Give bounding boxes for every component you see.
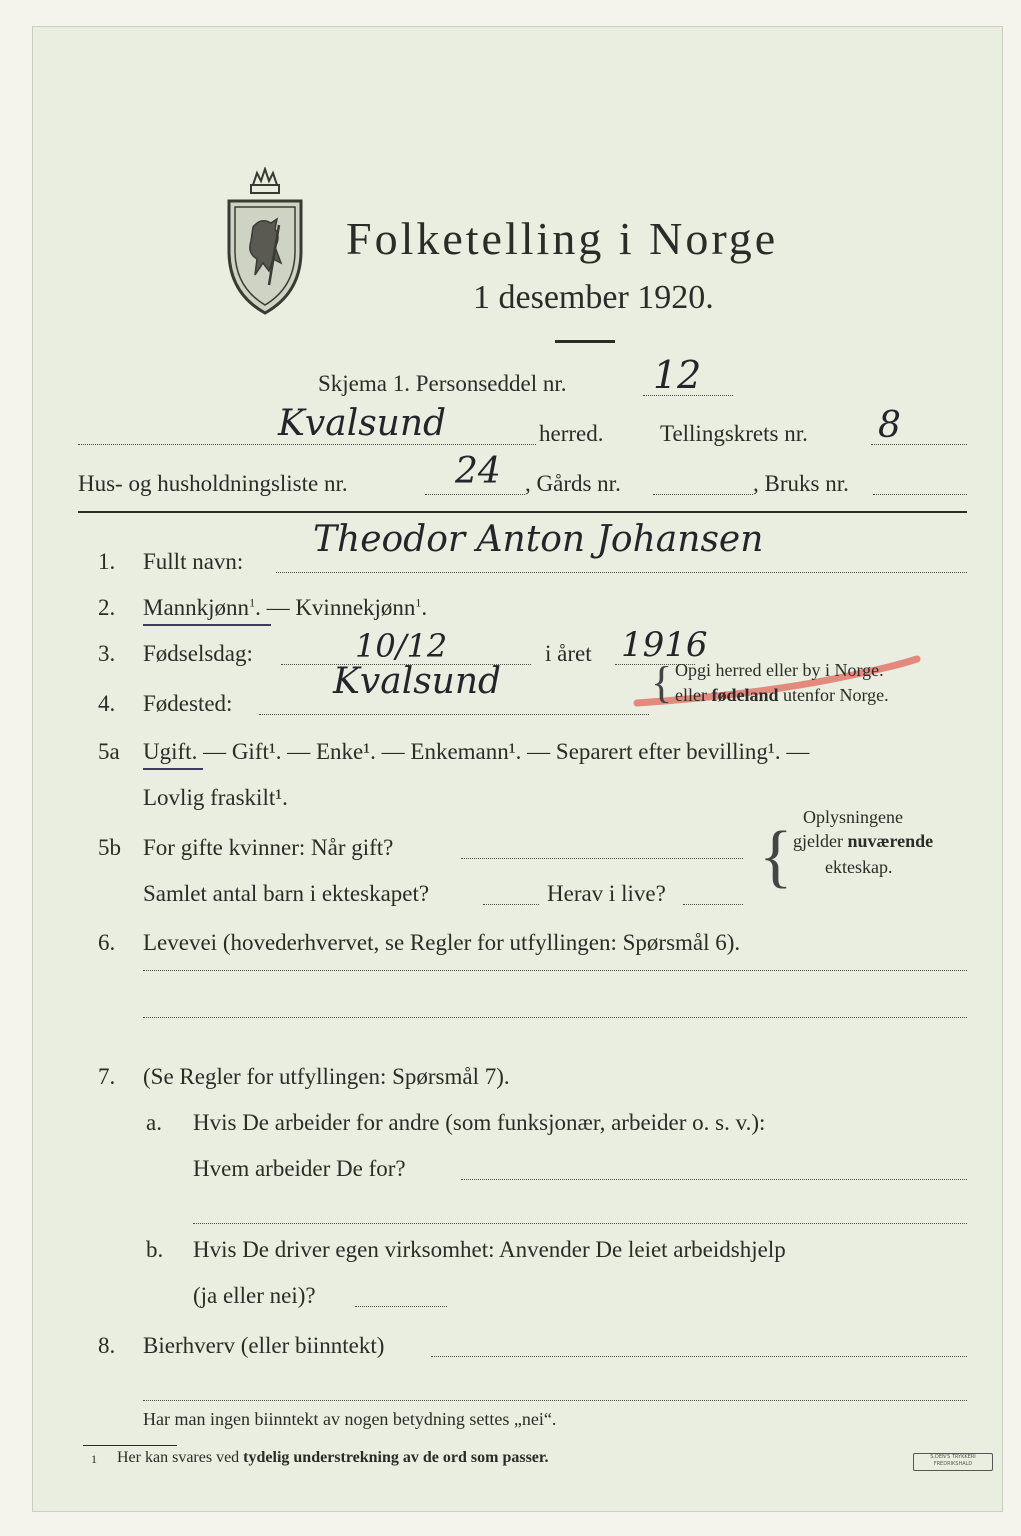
- schema-number-value: 12: [653, 353, 702, 397]
- side-income-field-2[interactable]: [143, 1400, 967, 1401]
- herred-label: herred.: [539, 421, 604, 446]
- occupation-field-1[interactable]: [143, 970, 967, 971]
- q1-number: 1.: [98, 549, 116, 574]
- q5b-children-label: Samlet antal barn i ekteskapet?: [143, 881, 430, 906]
- q7a-number: a.: [146, 1110, 162, 1135]
- coat-of-arms-icon: [223, 167, 307, 317]
- employer-field-2[interactable]: [193, 1223, 967, 1224]
- employer-field-1[interactable]: [461, 1179, 967, 1180]
- gards-field[interactable]: [653, 494, 753, 495]
- gards-label: , Gårds nr.: [525, 471, 621, 496]
- birthplace-field[interactable]: [259, 714, 649, 715]
- q4-note-2: eller fødeland utenfor Norge.: [675, 685, 889, 705]
- q7-number: 7.: [98, 1064, 116, 1089]
- tellingskrets-value: 8: [878, 405, 901, 446]
- q7b-number: b.: [146, 1237, 164, 1262]
- q5a-number: 5a: [98, 739, 120, 764]
- q4-label: Fødested:: [143, 691, 233, 716]
- ugift-underline-mark: [143, 768, 203, 770]
- q7b-hired-label: (ja eller nei)?: [193, 1283, 316, 1308]
- q5a-options: Ugift. — Gift¹. — Enke¹. — Enkemann¹. — Separert efter bevilling¹. —: [143, 739, 810, 764]
- q5b-brace: {: [759, 818, 793, 895]
- q5b-alive-label: Herav i live?: [547, 881, 666, 906]
- herred-field[interactable]: [78, 444, 536, 445]
- q5b-note-1: Oplysningene: [803, 807, 903, 827]
- q4-note-1: Opgi herred eller by i Norge.: [675, 660, 884, 680]
- male-underline-mark: [143, 624, 271, 626]
- male-option[interactable]: Mannkjønn: [143, 595, 250, 620]
- footnote-rule: [83, 1445, 177, 1446]
- q6-number: 6.: [98, 930, 116, 955]
- full-name-value: Theodor Anton Johansen: [313, 519, 764, 560]
- header-rule: [78, 511, 967, 513]
- census-form: [32, 26, 1003, 1512]
- q4-brace: {: [651, 658, 673, 707]
- q5b-number: 5b: [98, 835, 121, 860]
- year-label: i året: [545, 641, 592, 666]
- children-count-field[interactable]: [483, 904, 539, 905]
- q8-number: 8.: [98, 1333, 116, 1358]
- ugift-option[interactable]: Ugift: [143, 739, 192, 764]
- birthplace-value: Kvalsund: [333, 661, 502, 702]
- tellingskrets-label: Tellingskrets nr.: [660, 421, 808, 446]
- printer-stamp: S.DEN'S TRYKKERI FREDRIKSHALD: [913, 1453, 993, 1471]
- q3-label: Fødselsdag:: [143, 641, 253, 666]
- q5b-note-3: ekteskap.: [825, 857, 893, 877]
- q4-number: 4.: [98, 691, 116, 716]
- footnote-text: Her kan svares ved tydelig understrekning av de ord som passer.: [117, 1449, 549, 1466]
- q7a-employer-label: Hvem arbeider De for?: [193, 1156, 406, 1181]
- schema-label: Skjema 1. Personseddel nr.: [318, 371, 567, 396]
- bruks-field[interactable]: [873, 494, 967, 495]
- full-name-field[interactable]: [276, 572, 967, 573]
- side-income-field-1[interactable]: [431, 1356, 967, 1357]
- title-divider: [555, 340, 615, 343]
- occupation-field-2[interactable]: [143, 1017, 967, 1018]
- q5b-label: For gifte kvinner: Når gift?: [143, 835, 394, 860]
- household-value: 24: [455, 451, 501, 492]
- birthyear-value: 1916: [621, 625, 708, 665]
- q7b-label: Hvis De driver egen virksomhet: Anvender De leiet arbeidshjelp: [193, 1237, 786, 1262]
- q8-label: Bierhverv (eller biinntekt): [143, 1333, 385, 1358]
- q5a-line2[interactable]: Lovlig fraskilt¹.: [143, 785, 288, 810]
- herred-value: Kvalsund: [278, 403, 447, 444]
- birthdate-value: 10/12: [355, 627, 448, 665]
- form-title: Folketelling i Norge: [346, 213, 779, 264]
- footer-note: Har man ingen biinntekt av nogen betydning settes „nei“.: [143, 1409, 557, 1429]
- married-date-field[interactable]: [461, 858, 743, 859]
- footnote-number: 1: [91, 1452, 97, 1466]
- children-alive-field[interactable]: [683, 904, 743, 905]
- q7-label: (Se Regler for utfyllingen: Spørsmål 7).: [143, 1064, 510, 1089]
- hired-help-field[interactable]: [355, 1306, 447, 1307]
- q7a-label: Hvis De arbeider for andre (som funksjonær, arbeider o. s. v.):: [193, 1110, 766, 1135]
- female-option[interactable]: Kvinnekjønn: [295, 595, 416, 620]
- household-field[interactable]: [425, 494, 525, 495]
- q2-number: 2.: [98, 595, 116, 620]
- bruks-label: , Bruks nr.: [753, 471, 849, 496]
- q6-label: Levevei (hovederhvervet, se Regler for utfyllingen: Spørsmål 6).: [143, 930, 741, 955]
- q2-options: Mannkjønn$^1$. — Kvinnekjønn$^1$.: [143, 595, 428, 620]
- q3-number: 3.: [98, 641, 116, 666]
- q5b-note-2: gjelder nuværende: [793, 831, 934, 851]
- form-date: 1 desember 1920.: [473, 279, 714, 316]
- q1-label: Fullt navn:: [143, 549, 244, 574]
- household-label: Hus- og husholdningsliste nr.: [78, 471, 348, 496]
